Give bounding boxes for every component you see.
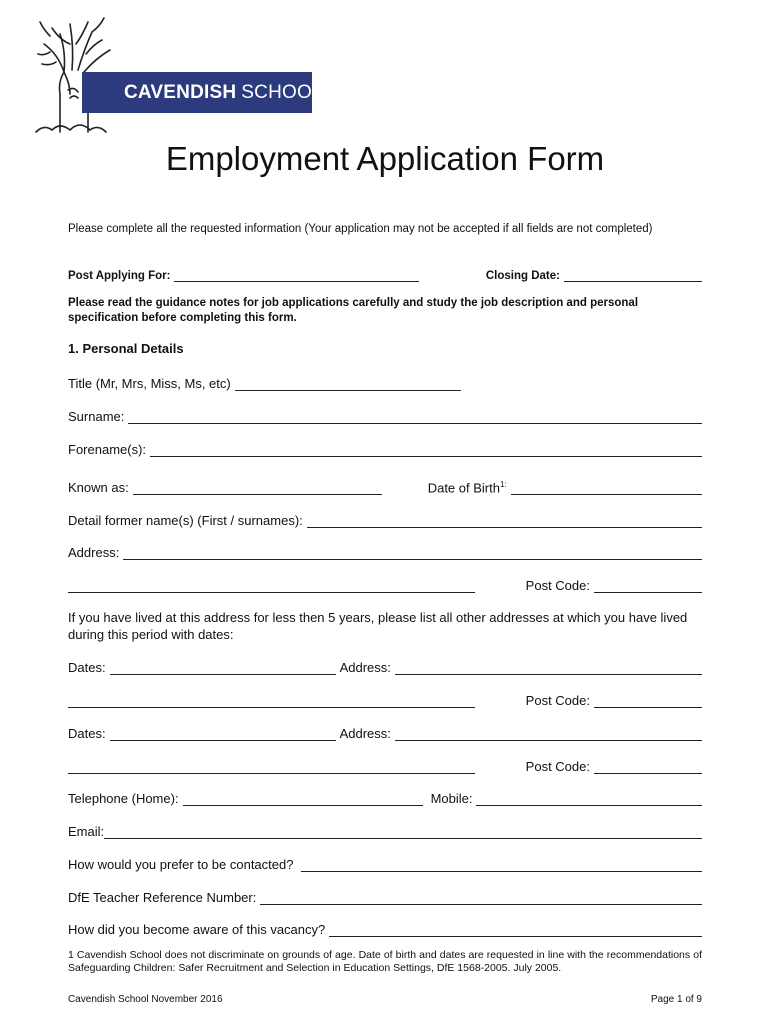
vacancy-source-label: How did you become aware of this vacancy?	[68, 922, 326, 937]
post-applying-field[interactable]	[174, 267, 419, 282]
postcode-label: Post Code:	[525, 759, 590, 774]
dfe-ref-row	[68, 887, 702, 905]
post-applying-label: Post Applying For:	[68, 270, 171, 282]
address-label: Address:	[68, 545, 120, 560]
mobile-label: Mobile:	[430, 791, 473, 806]
logo-word-cavendish: CAVENDISH	[124, 81, 237, 103]
dob-field[interactable]	[511, 480, 702, 495]
forenames-row	[68, 439, 702, 457]
forenames-label: Forename(s):	[68, 442, 147, 457]
intro-text: Please complete all the requested information (Your application may not be accepted if all fields are not completed)	[68, 223, 653, 235]
title-label: Title (Mr, Mrs, Miss, Ms, etc)	[68, 376, 231, 391]
address-field[interactable]	[123, 545, 702, 560]
prev-address-2-row	[68, 723, 702, 741]
prev-dates-1-field[interactable]	[110, 660, 336, 675]
address-line-2-field[interactable]	[68, 578, 475, 593]
postcode-label: Post Code:	[525, 578, 590, 593]
prev-address-label: Address:	[339, 726, 391, 741]
footnote: 1 Cavendish School does not discriminate on grounds of age. Date of birth and dates are requested in line with the recommendations of Safeguarding Children: Safer Recruitment and Selection in Education Settings, DfE 1568-2005. July 2005.	[68, 949, 702, 974]
prev-address-1-field[interactable]	[395, 660, 702, 675]
prev-address-1-line-2-field[interactable]	[68, 693, 475, 708]
prev-address-label: Address:	[339, 660, 391, 675]
dob-label: Date of Birth$^{1:}$	[427, 479, 507, 495]
page-number: Page 1 of 9	[650, 994, 702, 1005]
dfe-ref-label: DfE Teacher Reference Number:	[68, 890, 257, 905]
postcode-label: Post Code:	[525, 693, 590, 708]
title-field[interactable]	[235, 376, 461, 391]
former-names-row	[68, 510, 702, 528]
logo-word-school: SCHOOL	[241, 81, 323, 103]
dfe-ref-field[interactable]	[260, 890, 702, 905]
contact-pref-field[interactable]	[301, 857, 702, 872]
former-names-field[interactable]	[307, 513, 702, 528]
former-names-label: Detail former name(s) (First / surnames):	[68, 513, 303, 528]
prev-address-1-row	[68, 657, 702, 675]
prev-address-2-field[interactable]	[395, 726, 702, 741]
surname-field[interactable]	[128, 409, 702, 424]
dob-footnote-marker: 1:	[499, 479, 507, 489]
closing-date-field[interactable]	[564, 267, 702, 282]
address-postcode-row	[68, 575, 702, 593]
forenames-field[interactable]	[150, 442, 702, 457]
closing-date-label: Closing Date:	[485, 270, 560, 282]
known-as-row	[68, 477, 702, 495]
vacancy-source-row	[68, 919, 702, 937]
guidance-text: Please read the guidance notes for job applications carefully and study the job description and personal specification before completing this form.	[68, 297, 639, 324]
email-label: Email:	[68, 824, 105, 839]
prev-postcode-2-field[interactable]	[594, 759, 702, 774]
postcode-field[interactable]	[594, 578, 702, 593]
contact-pref-row	[68, 854, 702, 872]
known-as-label: Known as:	[68, 480, 129, 495]
mobile-field[interactable]	[476, 791, 702, 806]
title-row	[68, 373, 702, 391]
prev-address-2-postcode-row	[68, 756, 702, 774]
email-row	[68, 821, 702, 839]
post-applying-row	[68, 264, 702, 282]
dates-label: Dates:	[68, 660, 106, 675]
telephone-row	[68, 788, 702, 806]
footer-left: Cavendish School November 2016	[68, 994, 223, 1005]
surname-label: Surname:	[68, 409, 125, 424]
telephone-field[interactable]	[183, 791, 423, 806]
contact-pref-label: How would you prefer to be contacted?	[68, 857, 294, 872]
address-row	[68, 542, 702, 560]
prev-address-2-line-2-field[interactable]	[68, 759, 475, 774]
telephone-label: Telephone (Home):	[68, 791, 179, 806]
vacancy-source-field[interactable]	[329, 922, 702, 937]
prev-postcode-1-field[interactable]	[594, 693, 702, 708]
dates-label: Dates:	[68, 726, 106, 741]
surname-row	[68, 406, 702, 424]
prev-dates-2-field[interactable]	[110, 726, 336, 741]
page-title: Employment Application Form	[165, 140, 605, 177]
prev-address-1-postcode-row	[68, 690, 702, 708]
section-personal-details: 1. Personal Details	[68, 341, 184, 356]
school-logo	[30, 14, 323, 136]
previous-addresses-note: If you have lived at this address for less then 5 years, please list all other addresses at which you have lived during this period with dates:	[68, 610, 688, 642]
school-name-banner	[82, 72, 323, 113]
known-as-field[interactable]	[133, 480, 382, 495]
email-field[interactable]	[104, 824, 702, 839]
